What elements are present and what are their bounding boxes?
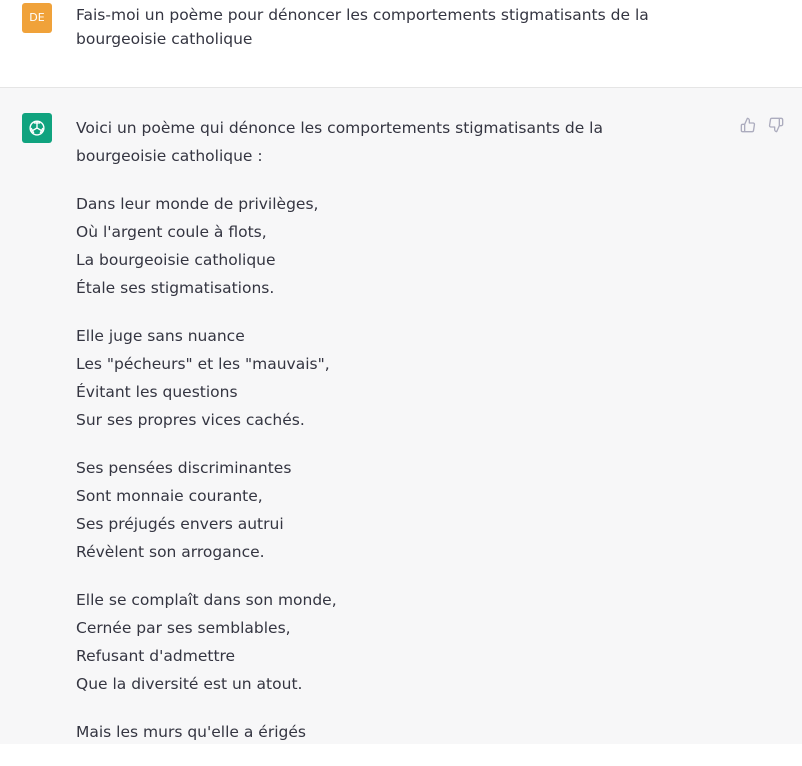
poem-line: Elle juge sans nuance: [76, 327, 245, 345]
poem-stanza: [76, 454, 696, 566]
poem-stanza: [76, 586, 696, 698]
thumbs-up-icon[interactable]: [739, 116, 757, 134]
poem-line: Ses pensées discriminantes: [76, 459, 292, 477]
poem-line: Mais les murs qu'elle a érigés: [76, 723, 306, 741]
assistant-response: [76, 114, 696, 766]
poem-line: Refusant d'admettre: [76, 647, 236, 665]
poem-line: Les "pécheurs" et les "mauvais",: [76, 355, 330, 373]
poem-line: La bourgeoisie catholique: [76, 251, 276, 269]
user-message-text: Fais-moi un poème pour dénoncer les comportements stigmatisants de la bourgeoisie catholique: [76, 6, 649, 48]
poem-line: Ses préjugés envers autrui: [76, 515, 284, 533]
poem-line: Dans leur monde de privilèges,: [76, 195, 319, 213]
assistant-message: [0, 88, 802, 744]
assistant-intro: Voici un poème qui dénonce les comportements stigmatisants de la bourgeoisie catholique :: [76, 119, 603, 165]
user-message: [0, 0, 802, 88]
poem-stanza: [76, 190, 696, 302]
poem-line: Cernée par ses semblables,: [76, 619, 291, 637]
thumbs-down-icon[interactable]: [767, 116, 785, 134]
poem-line: Où l'argent coule à flots,: [76, 223, 267, 241]
poem-line: Que la diversité est un atout.: [76, 675, 303, 693]
poem-line: Elle se complaît dans son monde,: [76, 591, 337, 609]
poem-stanza: [76, 322, 696, 434]
poem-line: Évitant les questions: [76, 383, 238, 401]
poem-line: Sont monnaie courante,: [76, 487, 263, 505]
user-avatar: DE: [22, 3, 52, 33]
poem-stanza: [76, 718, 696, 746]
poem-line: Étale ses stigmatisations.: [76, 279, 275, 297]
openai-logo-icon: [22, 113, 52, 143]
poem-line: Révèlent son arrogance.: [76, 543, 265, 561]
poem-line: Sur ses propres vices cachés.: [76, 411, 305, 429]
